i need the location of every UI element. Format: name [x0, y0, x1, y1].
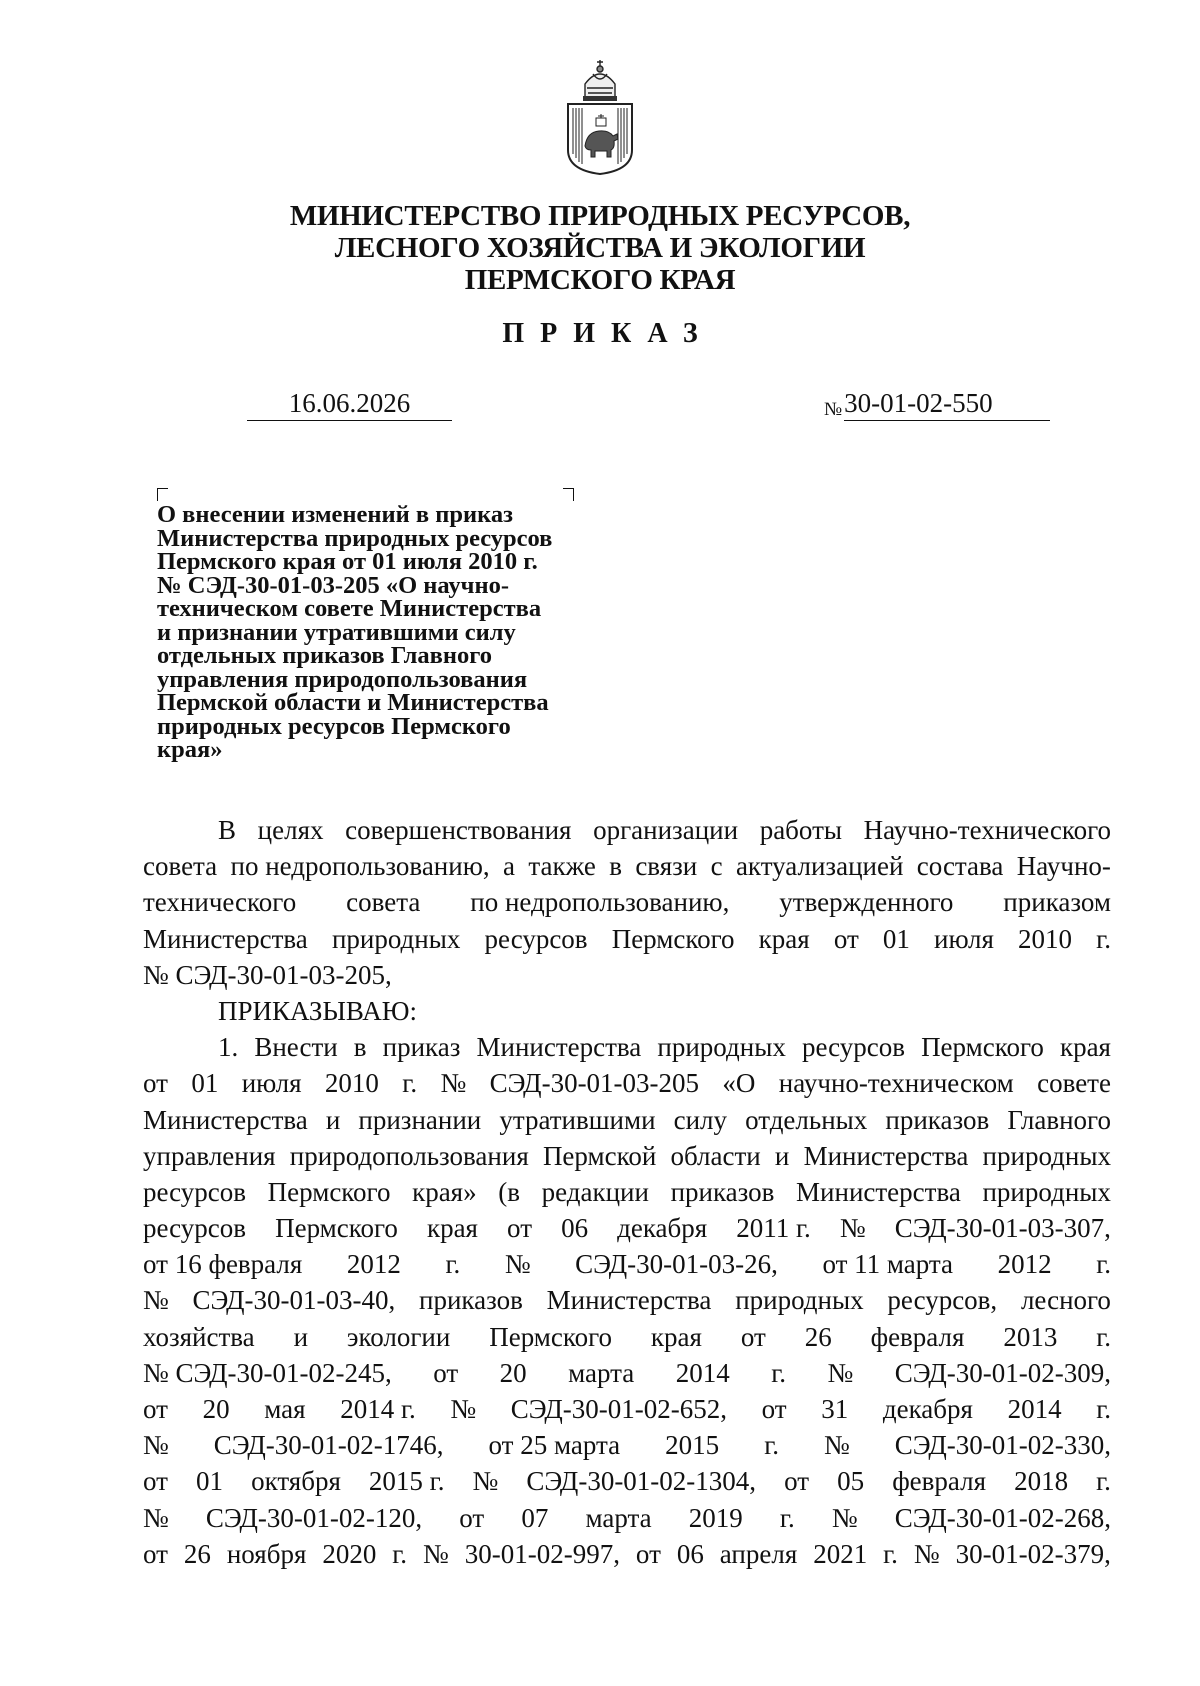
body-word: 01 [191, 1068, 219, 1099]
body-line [143, 1174, 1111, 1210]
body-word: лесного [1020, 1285, 1111, 1316]
body-word: № [143, 1430, 169, 1461]
body-word: Министерства [803, 1140, 969, 1171]
body-word: г. [1096, 1321, 1111, 1352]
body-word: от [740, 1321, 766, 1352]
body-word: приказом [1003, 887, 1111, 918]
body-word: № [839, 1213, 866, 1244]
body-line [143, 1138, 1111, 1174]
body-word: 2010 [324, 1068, 379, 1099]
body-line [143, 1029, 1111, 1065]
coat-of-arms-emblem [565, 58, 635, 176]
body-word: силу [673, 1104, 728, 1135]
body-word: и [293, 1321, 309, 1352]
body-word: 2014 г. [340, 1394, 416, 1424]
body-word: по недропользованию, [470, 887, 730, 918]
body-word: октября [251, 1466, 341, 1497]
body-word: приказов [419, 1285, 523, 1316]
body-word: 05 [837, 1466, 865, 1497]
body-word: 20 [202, 1394, 230, 1424]
body-word: ресурсов, [887, 1285, 998, 1316]
body-word: в [353, 1032, 367, 1063]
body-word: мая [264, 1394, 306, 1424]
body-word: СЭД-30-01-03-307, [894, 1213, 1111, 1244]
body-word: 2014 [1007, 1394, 1062, 1424]
body-word: № [824, 1430, 850, 1461]
body-line [143, 1391, 1111, 1427]
body-word: 2011 г. [736, 1213, 811, 1244]
body-word: работы [759, 815, 843, 845]
subject-line: Министерства природных ресурсов [157, 524, 553, 552]
body-word: от [784, 1466, 810, 1497]
body-word: июля [241, 1068, 302, 1099]
body-word: № СЭД-30-01-02-245, [143, 1357, 392, 1388]
body-word: 2010 [1018, 923, 1073, 954]
body-word: 31 [821, 1394, 849, 1424]
body-word: также [528, 851, 596, 882]
body-word: природных [657, 1032, 786, 1063]
body-word: марта [568, 1357, 635, 1388]
body-line [143, 848, 1111, 884]
body-word: от [143, 1394, 168, 1424]
body-line [143, 1246, 1111, 1282]
body-word: Министерства [143, 1104, 308, 1135]
body-word: № [504, 1249, 531, 1280]
body-word: приказ [382, 1032, 461, 1063]
body-word: СЭД-30-01-02-652, [510, 1394, 727, 1424]
body-word: 2012 [346, 1249, 401, 1280]
order-number: 30-01-02-550 [844, 388, 1050, 421]
body-word: «О [722, 1068, 756, 1099]
body-word: СЭД-30-01-02-330, [894, 1430, 1111, 1461]
body-word: № [827, 1357, 854, 1388]
body-word: природных [982, 1176, 1111, 1207]
body-word: совета [346, 887, 421, 918]
body-word: Пермского [921, 1032, 1044, 1063]
body-line [143, 812, 1111, 848]
body-word: совета [143, 851, 218, 882]
body-word: совете [1037, 1068, 1111, 1099]
body-word: № [440, 1068, 467, 1099]
body-word: хозяйства [143, 1321, 255, 1352]
body-word: научно-техническом [778, 1068, 1014, 1099]
body-word: 2014 [675, 1357, 730, 1388]
body-word: природопользования [289, 1140, 529, 1171]
body-word: г. [1096, 1466, 1111, 1497]
body-word: 20 [499, 1357, 527, 1388]
body-word: № [423, 1538, 449, 1569]
body-word: Пермского [611, 923, 735, 954]
body-word: природных [982, 1140, 1111, 1171]
body-word: от [143, 1538, 168, 1569]
body-line [143, 1102, 1111, 1138]
body-word: г. [1096, 1394, 1111, 1424]
body-word: 06 [676, 1538, 704, 1569]
body-word: Министерства [546, 1285, 712, 1316]
body-word: г. [402, 1068, 418, 1099]
body-word: № [143, 1285, 169, 1316]
body-word: № [472, 1466, 499, 1497]
body-word: совершенствования [345, 815, 572, 845]
ministry-name-line: ЛЕСНОГО ХОЗЯЙСТВА И ЭКОЛОГИИ [334, 232, 866, 264]
body-word: СЭД-30-01-02-120, [205, 1502, 423, 1533]
body-word: от 25 марта [488, 1430, 621, 1461]
body-word: приказов [670, 1176, 775, 1207]
body-word: 2013 [1003, 1321, 1058, 1352]
body-word: состава [916, 851, 1004, 882]
body-word: в [609, 851, 622, 882]
body-word: от 11 марта [822, 1249, 954, 1280]
subject-corner-bracket-left [157, 488, 168, 501]
body-word: СЭД-30-01-02-268, [894, 1502, 1111, 1533]
number-sign: № [824, 399, 843, 420]
body-word: СЭД-30-01-03-40, [192, 1285, 396, 1316]
subject-line: Пермского края от 01 июля 2010 г. [157, 548, 538, 575]
subject-line: Пермской области и Министерства [157, 689, 549, 716]
subject-line: О внесении изменений в приказ [157, 501, 513, 528]
order-date: 16.06.2026 [247, 388, 452, 421]
body-word: от [459, 1502, 485, 1533]
body-word: 07 [521, 1502, 549, 1533]
body-word: Пермского [275, 1213, 398, 1244]
body-word: а [503, 851, 515, 882]
body-word: 30-01-02-379, [955, 1538, 1111, 1569]
body-word: 26 [804, 1321, 832, 1352]
ministry-name-line: ПЕРМСКОГО КРАЯ [464, 264, 736, 296]
body-word: № [831, 1502, 858, 1533]
subject-line: природных ресурсов Пермского [157, 712, 511, 740]
body-word: г. [1096, 1249, 1111, 1280]
body-word: природных [735, 1285, 864, 1316]
body-word: организации [593, 815, 739, 845]
body-word: июля [934, 923, 994, 954]
order-number-block [824, 388, 1050, 421]
body-line [143, 1500, 1111, 1536]
body-word: г. [445, 1249, 461, 1280]
body-line [143, 921, 1111, 957]
body-word: от [143, 1068, 168, 1099]
body-word: от [143, 1466, 168, 1497]
subject-line: № СЭД-30-01-03-205 «О научно- [157, 571, 510, 599]
body-word: (в [498, 1176, 520, 1207]
body-word: Пермской [542, 1140, 657, 1171]
body-line [143, 1427, 1111, 1463]
body-word: природных [331, 923, 461, 954]
subject-corner-bracket-right [563, 488, 574, 501]
subject-line: техническом совете Министерства [157, 595, 542, 622]
subject-line: края» [157, 736, 223, 763]
body-word: ресурсов [801, 1032, 905, 1063]
body-word: целях [257, 815, 324, 845]
body-word: от [433, 1357, 459, 1388]
body-line [143, 1319, 1111, 1355]
body-word: 2019 [688, 1502, 743, 1533]
body-word: с [710, 851, 723, 882]
body-word: области [670, 1140, 761, 1171]
subject-line: управления природопользования [157, 665, 528, 693]
body-word: 1. [218, 1032, 239, 1063]
body-word: по недропользованию, [230, 851, 490, 882]
body-line [143, 993, 1111, 1029]
body-word: СЭД-30-01-02-1304, [526, 1466, 757, 1497]
body-word: признании [358, 1104, 482, 1135]
body-word: связи [635, 851, 698, 882]
body-line [143, 1210, 1111, 1246]
body-word: утратившими [499, 1104, 656, 1135]
body-word: 2012 [997, 1249, 1052, 1280]
body-word: СЭД-30-01-03-205 [489, 1068, 700, 1099]
body-word: февраля [892, 1466, 987, 1497]
body-word: от [833, 923, 859, 954]
body-word: и [774, 1140, 790, 1171]
body-word: Министерства [476, 1032, 642, 1063]
body-word: ресурсов [143, 1213, 247, 1244]
body-word: марта [585, 1502, 652, 1533]
body-word: Научно-технического [863, 815, 1111, 845]
subject-line: и признании утратившими силу [157, 618, 516, 646]
body-word: экологии [346, 1321, 451, 1352]
body-word: редакции [541, 1176, 649, 1207]
body-word: от [761, 1394, 787, 1424]
body-word: февраля [870, 1321, 965, 1352]
body-word: № [913, 1538, 940, 1569]
body-word: 06 [561, 1213, 589, 1244]
subject-line: отдельных приказов Главного [157, 642, 492, 669]
body-word: утвержденного [779, 887, 954, 918]
body-word: Пермского [267, 1176, 391, 1207]
body-word: и [325, 1104, 341, 1135]
body-word: Пермского [489, 1321, 613, 1352]
body-word: актуализацией [735, 851, 904, 882]
body-word: технического [143, 887, 297, 918]
body-word: 2020 [322, 1538, 377, 1569]
body-word: от [507, 1213, 532, 1244]
body-line [143, 1065, 1111, 1101]
body-word: края [758, 923, 810, 954]
body-word: г. [771, 1357, 787, 1388]
body-word: края» [412, 1176, 477, 1207]
body-line [143, 1282, 1111, 1318]
body-word: декабря [617, 1213, 708, 1244]
body-word: № СЭД-30-01-03-205, [143, 959, 392, 990]
body-word: г. [779, 1502, 795, 1533]
body-line [143, 1536, 1111, 1572]
body-word: ноября [226, 1538, 307, 1569]
body-word: 2018 [1014, 1466, 1069, 1497]
body-word: г. [764, 1430, 779, 1461]
body-word: 2015 г. [368, 1466, 445, 1497]
body-line [143, 957, 1111, 993]
body-word: Министерства [796, 1176, 961, 1207]
order-body-text [143, 812, 1111, 1572]
body-word: ресурсов [143, 1176, 247, 1207]
body-word: края [650, 1321, 702, 1352]
body-word: декабря [882, 1394, 973, 1424]
body-word: апреля [719, 1538, 798, 1569]
body-word: г. [392, 1538, 408, 1569]
body-word: СЭД-30-01-03-26, [575, 1249, 778, 1280]
body-word: 01 [196, 1466, 224, 1497]
body-word: края [1059, 1032, 1111, 1063]
body-word: ПРИКАЗЫВАЮ: [218, 995, 417, 1026]
body-word: приказов [885, 1104, 990, 1135]
body-word: от 16 февраля [143, 1249, 303, 1280]
document-type-heading: ПРИКАЗ [502, 318, 714, 349]
body-line [143, 884, 1111, 920]
body-line [143, 1355, 1111, 1391]
body-word: СЭД-30-01-02-1746, [213, 1430, 444, 1461]
body-word: Главного [1007, 1104, 1111, 1135]
body-word: 01 [882, 923, 910, 954]
body-word: 2021 [813, 1538, 868, 1569]
body-word: 30-01-02-997, [464, 1538, 620, 1569]
body-word: от [635, 1538, 661, 1569]
body-word: Министерства [143, 923, 308, 954]
body-word: 2015 [665, 1430, 720, 1461]
body-word: Научно- [1016, 851, 1111, 882]
body-word: № [450, 1394, 477, 1424]
body-word: края [426, 1213, 478, 1244]
body-word: В [218, 815, 237, 845]
body-word: 26 [183, 1538, 211, 1569]
order-subject [157, 503, 627, 762]
body-line [143, 1463, 1111, 1499]
ministry-name [0, 200, 1200, 296]
body-word: отдельных [745, 1104, 868, 1135]
body-word: Внести [254, 1032, 338, 1063]
body-word: СЭД-30-01-02-309, [894, 1357, 1111, 1388]
body-word: ресурсов [484, 923, 588, 954]
ministry-name-line: МИНИСТЕРСТВО ПРИРОДНЫХ РЕСУРСОВ, [289, 200, 911, 232]
body-word: управления [143, 1140, 276, 1171]
body-word: г. [1096, 923, 1111, 954]
body-word: г. [883, 1538, 898, 1569]
body-word: № [143, 1502, 169, 1533]
